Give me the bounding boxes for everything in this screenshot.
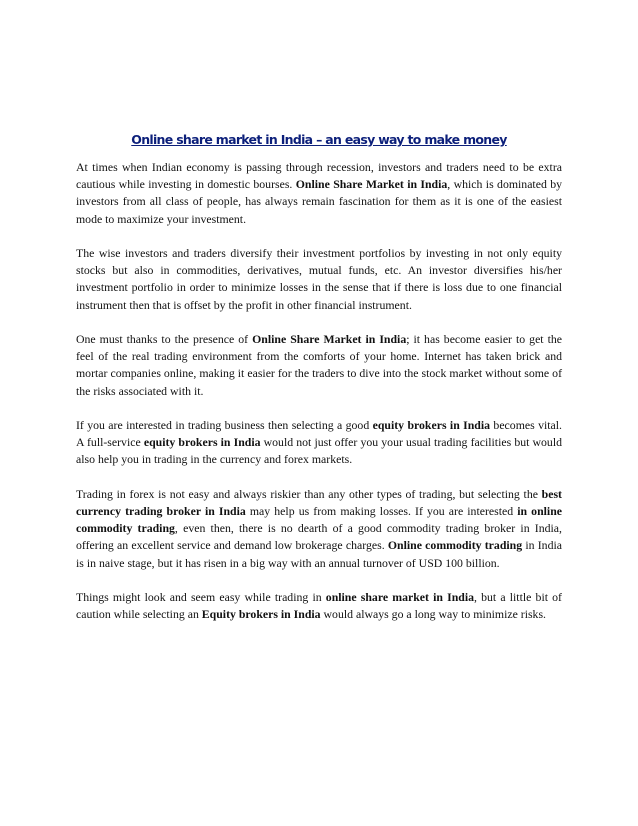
text-run: may help us from making losses. If you are interested [245, 504, 518, 518]
text-run: in India is in naive stage, but it has risen in a big way with an annual turnover of USD 100 billion. [76, 538, 562, 570]
bold-keyword: best currency trading broker in India [76, 486, 562, 518]
text-run: At times when Indian economy is passing through recession, investors and traders need to be extra cautious while investing in domestic bourses. [76, 160, 562, 192]
text-run: If you are interested in trading business then selecting a good [76, 418, 373, 432]
text-run: , even then, there is no dearth of a good commodity trading broker in India, offering an excellent service and demand low brokerage charges. [76, 521, 562, 553]
bold-keyword: Online commodity trading [387, 538, 523, 553]
bold-keyword: online share market in India [325, 590, 474, 604]
text-run: The wise investors and traders diversify their investment portfolios by investing in not only equity stocks but also in commodities, derivatives, mutual funds, etc. An investor diversifies his/her investment portfolio in order to minimize losses in the sense that if there is loss due to one financial instrument then that is offset by the profit in other financial instrument. [76, 246, 562, 312]
bold-keyword: Online Share Market in India [295, 177, 448, 192]
paragraph [76, 331, 562, 400]
bold-keyword: Online Share Market in India [252, 332, 407, 346]
text-run: Trading in forex is not easy and always riskier than any other types of trading, but selecting the [76, 486, 542, 501]
text-run: One must thanks to the presence of [76, 332, 253, 346]
text-run: would not just offer you your usual trading facilities but would also help you in trading in the currency and forex markets. [76, 435, 563, 467]
text-run: , but a little bit of caution while selecting an [76, 590, 562, 622]
paragraph [76, 245, 562, 314]
text-run: Things might look and seem easy while trading in [76, 590, 326, 604]
text-run: would always go a long way to minimize risks. [320, 607, 546, 622]
text-run: , which is dominated by investors from all class of people, has always remain fascination for them as it is one of the easiest mode to maximize your investment. [76, 177, 563, 226]
bold-keyword: equity brokers in India [143, 435, 261, 450]
paragraph [76, 417, 562, 469]
bold-keyword: in online commodity trading [76, 504, 562, 536]
text-run: ; it has become easier to get the feel of the real trading environment from the comforts of your home. Internet has taken brick and mortar companies online, making it easier for the traders to dive into the stock market without some of the risks associated with it. [76, 332, 562, 398]
bold-keyword: Equity brokers in India [201, 607, 321, 622]
paragraph [76, 159, 562, 228]
document-title: Online share market in India – an easy way to make money [131, 132, 507, 147]
paragraph [76, 589, 562, 623]
bold-keyword: equity brokers in India [372, 418, 491, 432]
paragraph [76, 486, 562, 572]
document-body [76, 159, 562, 623]
text-run: becomes vital. A full-service [76, 418, 562, 450]
